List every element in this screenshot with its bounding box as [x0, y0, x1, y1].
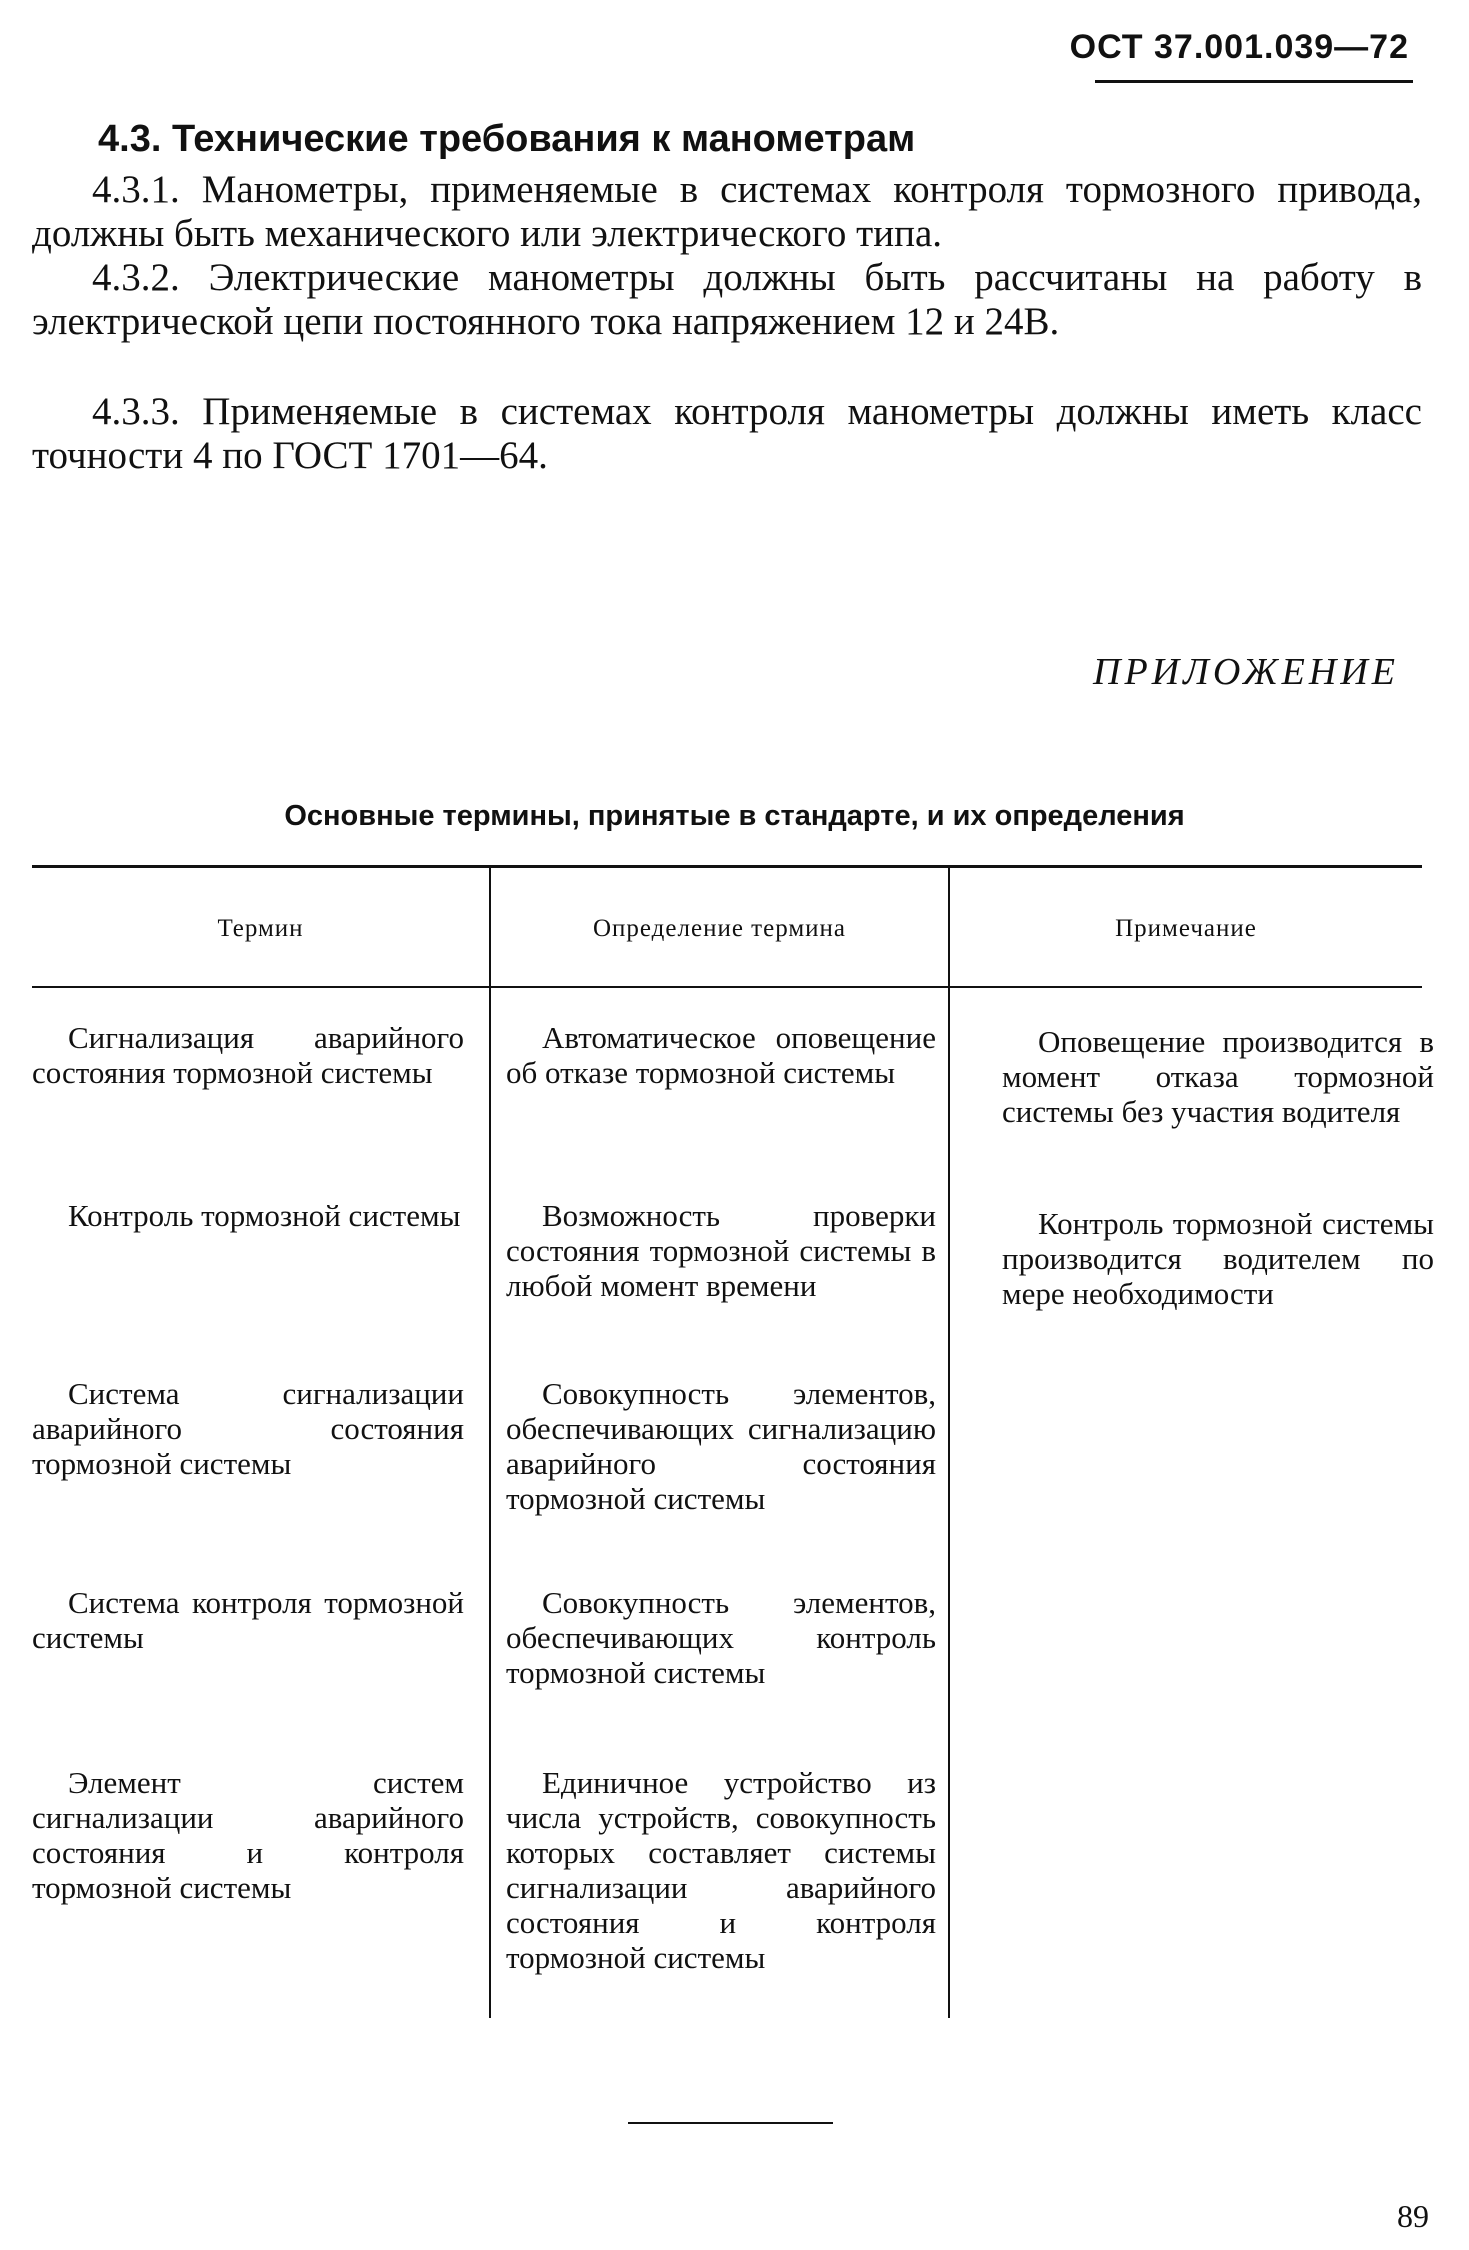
appendix-label: ПРИЛОЖЕНИЕ	[1093, 651, 1399, 693]
section-title: 4.3. Технические требования к манометрам	[98, 118, 916, 160]
note-cell: Контроль тормозной системы производится водителем по мере необходимости	[1002, 1206, 1434, 1311]
footer-rule	[628, 2122, 833, 2124]
column-header-term: Термин	[217, 915, 304, 942]
page-number: 89	[1397, 2198, 1429, 2234]
definition-cell: Совокупность элементов, обеспечивающих сигнализацию аварийного состояния тормозной системы	[506, 1376, 936, 1516]
definition-cell: Возможность проверки состояния тормозной системы в любой момент времени	[506, 1198, 936, 1303]
note-cell: Оповещение производится в момент отказа тормозной системы без участия водителя	[1002, 1024, 1434, 1129]
paragraph-4-3-1: 4.3.1. Манометры, применяемые в системах контроля тормозного привода, должны быть механического или электрического типа.	[32, 168, 1422, 255]
term-cell: Система контроля тормозной системы	[32, 1585, 464, 1655]
term-cell: Элемент систем сигнализации аварийного состояния и контроля тормозной системы	[32, 1765, 464, 1905]
document-code: ОСТ 37.001.039—72	[1069, 28, 1409, 66]
term-cell: Система сигнализации аварийного состояния тормозной системы	[32, 1376, 464, 1481]
column-header-note: Примечание	[1115, 915, 1257, 942]
column-divider-2	[948, 868, 950, 2018]
term-cell: Контроль тормозной системы	[68, 1198, 461, 1233]
header-rule	[1095, 80, 1413, 83]
table-top-rule	[32, 865, 1422, 868]
definition-cell: Единичное устройство из числа устройств, совокупность которых составляет системы сигнализации аварийного состояния и контроля тормозной системы	[506, 1765, 936, 1975]
column-divider-1	[489, 868, 491, 2018]
definition-cell: Автоматическое оповещение об отказе тормозной системы	[506, 1020, 936, 1090]
paragraph-4-3-2: 4.3.2. Электрические манометры должны быть рассчитаны на работу в электрической цепи постоянного тока напряжением 12 и 24В.	[32, 256, 1422, 343]
paragraph-4-3-3: 4.3.3. Применяемые в системах контроля манометры должны иметь класс точности 4 по ГОСТ 1701—64.	[32, 390, 1422, 477]
table-header-rule	[32, 986, 1422, 988]
column-header-definition: Определение термина	[592, 915, 846, 942]
table-title: Основные термины, принятые в стандарте, и их определения	[284, 800, 1185, 832]
term-cell: Сигнализация аварийного состояния тормозной системы	[32, 1020, 464, 1090]
definition-cell: Совокупность элементов, обеспечивающих контроль тормозной системы	[506, 1585, 936, 1690]
